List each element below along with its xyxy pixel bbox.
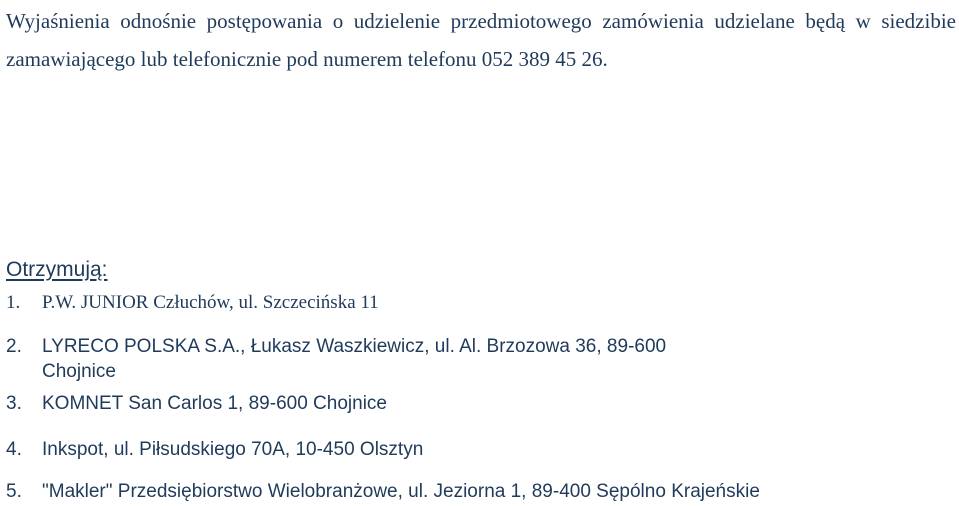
recipient-number: 2. [6,336,22,357]
recipient-number: 3. [6,393,22,414]
recipient-number: 4. [6,439,22,460]
recipient-item-1 [6,290,379,315]
intro-paragraph: Wyjaśnienia odnośnie postępowania o udzielenie przedmiotowego zamówienia udzielane będą w siedzibie zamawiającego lub telefonicznie pod numerem telefonu 052 389 45 26. [6,9,956,71]
recipient-text: KOMNET San Carlos 1, 89-600 Chojnice [42,393,387,414]
recipients-heading: Otrzymują: [6,258,108,281]
recipient-text-continuation: Chojnice [42,361,116,382]
recipient-item-2 [6,334,667,384]
recipient-text: Inkspot, ul. Piłsudskiego 70A, 10-450 Olsztyn [42,439,424,460]
recipient-text: "Makler" Przedsiębiorstwo Wielobranżowe, ul. Jeziorna 1, 89-400 Sępólno Krajeńskie [42,481,760,502]
recipient-number: 1. [6,292,21,313]
recipient-text: P.W. JUNIOR Człuchów, ul. Szczecińska 11 [42,292,379,313]
recipient-item-5 [6,479,760,504]
recipient-text: LYRECO POLSKA S.A., Łukasz Waszkiewicz, ul. Al. Brzozowa 36, 89-600 [42,336,667,357]
recipient-item-4 [6,437,424,462]
recipient-item-3 [6,391,387,416]
recipient-number: 5. [6,481,22,502]
